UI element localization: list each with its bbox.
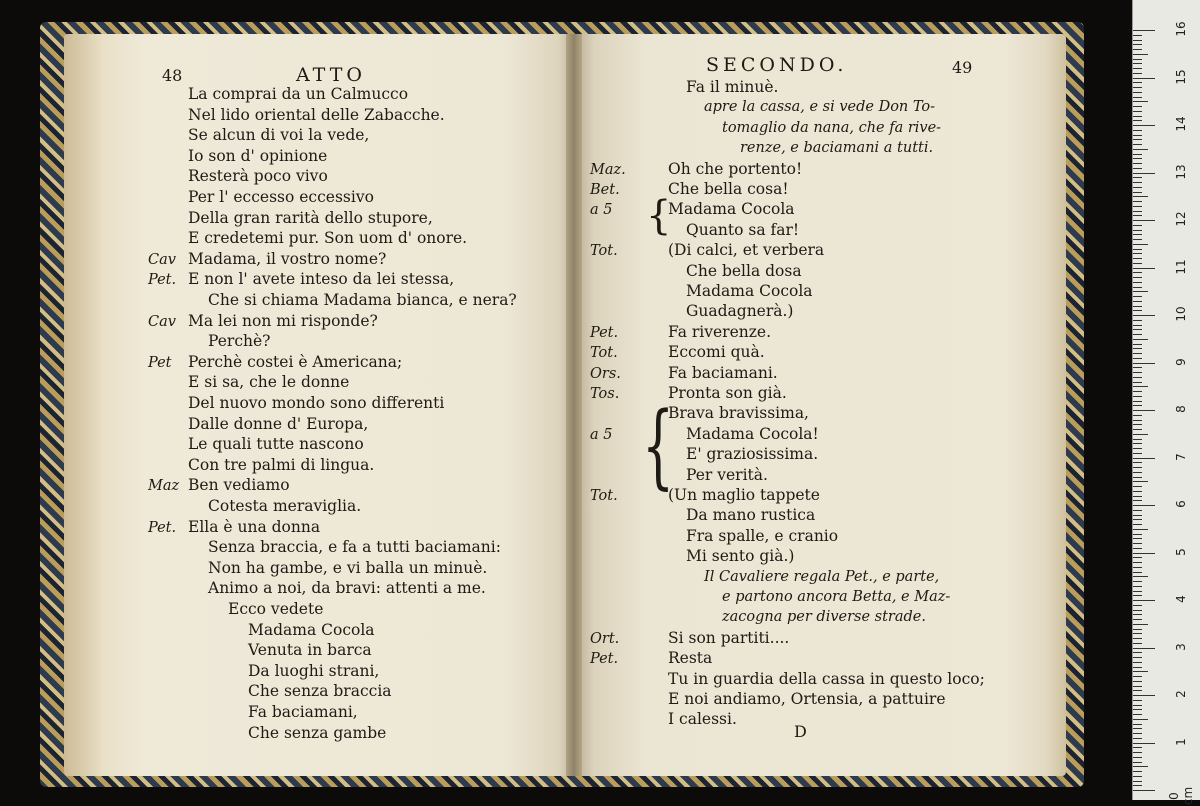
ruler-tick (1133, 344, 1142, 345)
ruler-tick (1133, 40, 1142, 41)
ruler-tick (1133, 686, 1142, 687)
speaker-label: Pet (148, 354, 172, 371)
verse-line: (Un maglio tappete (668, 486, 820, 504)
ruler-tick (1133, 643, 1142, 644)
ruler-tick (1133, 439, 1142, 440)
verse-line: Fra spalle, e cranio (686, 526, 839, 545)
verse-line: Se alcun di voi la vede, (188, 126, 370, 145)
ruler-tick (1133, 776, 1142, 777)
ruler-label: 16 (1174, 21, 1188, 37)
verse-line: E' graziosissima. (686, 445, 819, 464)
verse-line: Che bella cosa! (668, 180, 789, 198)
ruler-tick (1133, 605, 1142, 606)
verse-line: Della gran rarità dello stupore, (188, 208, 433, 227)
verse-line: E si sa, che le donne (188, 373, 350, 392)
verse-line: Fa baciamani, (248, 703, 358, 721)
ruler-tick (1133, 785, 1142, 786)
verse-line: Io son d' opinione (188, 146, 328, 165)
ruler-label: 4 (1174, 595, 1188, 603)
ruler-tick (1133, 405, 1142, 406)
verse-line: Ben vediamo (188, 476, 290, 495)
ruler-tick (1133, 144, 1142, 145)
ruler-tick (1133, 263, 1142, 264)
ruler-tick (1133, 477, 1142, 478)
ruler-tick (1133, 766, 1148, 767)
ruler-tick (1133, 690, 1142, 691)
ruler-tick (1133, 467, 1142, 468)
ruler-tick (1133, 101, 1148, 102)
speaker-label: Pet. (148, 519, 177, 536)
ruler-tick (1133, 524, 1142, 525)
ruler-tick (1133, 35, 1142, 36)
speaker-label: Bet. (590, 182, 620, 198)
ruler-tick (1133, 168, 1142, 169)
ruler-label: 13 (1174, 163, 1188, 180)
ruler-tick (1133, 572, 1142, 573)
verse-line: Per verità. (686, 465, 768, 484)
ruler-label: 6 (1174, 500, 1188, 508)
ruler-tick (1133, 624, 1148, 625)
verse-line: I calessi. (668, 710, 737, 729)
verse-line: (Di calci, et verbera (668, 241, 825, 260)
brace-mark: { (642, 392, 675, 499)
ruler-tick (1133, 30, 1155, 31)
verse-line: Perchè? (208, 332, 271, 351)
verse-line: Madama Cocola (668, 200, 795, 219)
ruler-tick (1133, 54, 1148, 55)
verse-line: Nel lido oriental delle Zabacche. (188, 105, 445, 124)
ruler-tick (1133, 187, 1142, 188)
ruler-tick (1133, 733, 1142, 734)
ruler-tick (1133, 182, 1142, 183)
ruler-tick (1133, 771, 1142, 772)
verse-line: E credetemi pur. Son uom d' onore. (188, 229, 468, 248)
ruler-tick (1133, 320, 1142, 321)
ruler-tick (1133, 534, 1142, 535)
ruler-tick (1133, 781, 1142, 782)
ruler-label: 5 (1174, 547, 1188, 556)
ruler-tick (1133, 253, 1142, 254)
verse-line: Senza braccia, e fa a tutti baciamani: (208, 538, 501, 557)
ruler-tick (1133, 234, 1142, 235)
ruler-tick (1133, 667, 1142, 668)
verse-line: Si son partiti.... (668, 628, 790, 647)
ruler-tick (1133, 268, 1155, 269)
ruler-tick (1133, 68, 1142, 69)
ruler-tick (1133, 548, 1142, 549)
speaker-label: Tot. (590, 243, 618, 260)
ruler-tick (1133, 762, 1142, 763)
ruler-tick (1133, 377, 1142, 378)
ruler-label: 3 (1174, 642, 1188, 651)
speaker-label: Tot. (590, 488, 618, 504)
ruler-tick (1133, 173, 1155, 174)
ruler-tick (1133, 724, 1142, 725)
ruler-tick (1133, 543, 1142, 544)
ruler-tick (1133, 78, 1155, 79)
verse-line: Con tre palmi di lingua. (188, 455, 375, 474)
ruler-tick (1133, 106, 1142, 107)
speaker-label: Tot. (590, 345, 618, 362)
ruler-tick (1133, 695, 1155, 696)
speaker-label: a 5 (590, 426, 613, 443)
ruler-tick (1133, 391, 1142, 392)
brace-mark: { (646, 193, 672, 239)
ruler-tick (1133, 120, 1142, 121)
ruler-tick (1133, 676, 1142, 677)
ruler-tick (1133, 747, 1142, 748)
verse-line: Le quali tutte nascono (188, 435, 364, 454)
ruler-label: 9 (1174, 357, 1188, 366)
ruler-tick (1133, 154, 1142, 155)
stage-direction: tomaglio da nana, che fa rive- (722, 119, 942, 136)
ruler-tick (1133, 652, 1142, 653)
ruler-tick (1133, 429, 1142, 430)
ruler-tick (1133, 363, 1155, 364)
ruler-tick (1133, 581, 1142, 582)
ruler-tick (1133, 638, 1142, 639)
ruler-tick (1133, 353, 1142, 354)
ruler-tick (1133, 258, 1142, 259)
ruler-tick (1133, 367, 1142, 368)
ruler-tick (1133, 671, 1148, 672)
ruler-tick (1133, 211, 1142, 212)
right-page-heading: SECONDO. (706, 54, 848, 76)
ruler-tick (1133, 420, 1142, 421)
speaker-label: Pet. (590, 324, 619, 341)
ruler-tick (1133, 282, 1142, 283)
verse-line: Che senza gambe (248, 723, 387, 742)
verse-line: Mi sento già.) (686, 547, 795, 566)
ruler-tick (1133, 633, 1142, 634)
verse-line: Madama, il vostro nome? (188, 249, 387, 268)
ruler-tick (1133, 790, 1155, 791)
verse-line: Oh che portento! (668, 159, 803, 178)
verse-line: E noi andiamo, Ortensia, a pattuire (668, 690, 946, 708)
speaker-label: Cav (148, 313, 176, 330)
ruler-tick (1133, 681, 1142, 682)
verse-line: Dalle donne d' Europa, (188, 414, 369, 433)
stage-direction: e partono ancora Betta, e Maz- (722, 589, 951, 605)
verse-line: Non ha gambe, e vi balla un minuè. (208, 558, 488, 577)
speaker-label: Ors. (590, 365, 621, 382)
ruler-tick (1133, 538, 1142, 539)
ruler-tick (1133, 244, 1148, 245)
verse-line: Da luoghi strani, (248, 661, 380, 680)
ruler-tick (1133, 662, 1142, 663)
ruler-tick (1133, 510, 1142, 511)
ruler-tick (1133, 519, 1142, 520)
verse-line: Resta (668, 649, 713, 668)
ruler-tick (1133, 505, 1155, 506)
verse-line: Guadagnerà.) (686, 302, 794, 321)
ruler-tick (1133, 586, 1142, 587)
ruler-tick (1133, 719, 1148, 720)
ruler-label: 14 (1174, 116, 1188, 132)
ruler-tick (1133, 310, 1142, 311)
ruler-tick (1133, 196, 1148, 197)
ruler-tick (1133, 111, 1142, 112)
ruler-tick (1133, 177, 1142, 178)
ruler-label: 0 cm (1167, 786, 1195, 806)
ruler-tick (1133, 486, 1142, 487)
ruler-tick (1133, 614, 1142, 615)
verse-line: E non l' avete inteso da lei stessa, (188, 270, 455, 289)
ruler-tick (1133, 657, 1142, 658)
verse-line: Che si chiama Madama bianca, e nera? (208, 291, 517, 309)
ruler-tick (1133, 462, 1142, 463)
ruler-label: 11 (1174, 258, 1188, 275)
ruler-tick (1133, 434, 1148, 435)
ruler-tick (1133, 752, 1142, 753)
ruler-tick (1133, 306, 1142, 307)
ruler-tick (1133, 63, 1142, 64)
ruler-tick (1133, 329, 1142, 330)
ruler-tick (1133, 700, 1142, 701)
ruler-label: 8 (1174, 405, 1188, 413)
verse-line: Animo a noi, da bravi: attenti a me. (208, 579, 486, 598)
stage-direction: Il Cavaliere regala Pet., e parte, (704, 568, 940, 585)
verse-line: Eccomi quà. (668, 343, 765, 362)
speaker-label: Maz (148, 478, 180, 495)
verse-line: Fa baciamani. (668, 363, 778, 382)
ruler-tick (1133, 629, 1142, 630)
ruler-tick (1133, 277, 1142, 278)
verse-line: Da mano rustica (686, 506, 816, 525)
ruler-tick (1133, 139, 1142, 140)
verse-line: Fa il minuè. (686, 78, 779, 96)
verse-line: Che bella dosa (686, 261, 802, 280)
ruler-tick (1133, 619, 1142, 620)
verse-line: Ecco vedete (228, 600, 324, 618)
ruler-tick (1133, 453, 1142, 454)
ruler-tick (1133, 230, 1142, 231)
ruler-tick (1133, 339, 1148, 340)
ruler-tick (1133, 709, 1142, 710)
ruler-tick (1133, 149, 1148, 150)
ruler-tick (1133, 239, 1142, 240)
ruler-tick (1133, 82, 1142, 83)
left-page-number: 48 (162, 66, 183, 85)
ruler-tick (1133, 325, 1142, 326)
ruler-tick (1133, 158, 1142, 159)
ruler-label: 2 (1174, 690, 1188, 698)
ruler-tick (1133, 73, 1142, 74)
ruler-tick (1133, 472, 1142, 473)
ruler-tick (1133, 358, 1142, 359)
ruler-tick (1133, 738, 1142, 739)
verse-line: Che senza braccia (248, 682, 392, 701)
ruler-tick (1133, 315, 1155, 316)
ruler-tick (1133, 272, 1142, 273)
verse-line: Perchè costei è Americana; (188, 352, 403, 371)
verse-line: Pronta son già. (668, 384, 787, 402)
verse-line: Resterà poco vivo (188, 167, 328, 186)
ruler-tick (1133, 496, 1142, 497)
ruler-tick (1133, 515, 1142, 516)
measuring-ruler (1132, 0, 1200, 806)
ruler-tick (1133, 348, 1142, 349)
stage-direction: zacogna per diverse strade. (722, 609, 926, 626)
stage-direction: renze, e baciamani a tutti. (740, 140, 934, 157)
verse-line: Del nuovo mondo sono differenti (188, 394, 445, 412)
ruler-tick (1133, 705, 1142, 706)
verse-line: Per l' eccesso eccessivo (188, 188, 374, 206)
ruler-tick (1133, 595, 1142, 596)
ruler-tick (1133, 648, 1155, 649)
ruler-label: 7 (1174, 452, 1188, 461)
ruler-tick (1133, 481, 1148, 482)
ruler-tick (1133, 728, 1142, 729)
ruler-tick (1133, 225, 1142, 226)
catchword: D (794, 722, 807, 741)
ruler-tick (1133, 743, 1155, 744)
ruler-tick (1133, 600, 1155, 601)
verse-line: Fa riverenze. (668, 322, 771, 341)
ruler-tick (1133, 125, 1155, 126)
ruler-tick (1133, 59, 1142, 60)
verse-line: Ma lei non mi risponde? (188, 311, 378, 330)
ruler-label: 15 (1174, 68, 1188, 85)
ruler-tick (1133, 49, 1142, 50)
ruler-tick (1133, 97, 1142, 98)
ruler-tick (1133, 500, 1142, 501)
ruler-tick (1133, 591, 1142, 592)
ruler-tick (1133, 557, 1142, 558)
verse-line: Madama Cocola! (686, 424, 819, 443)
ruler-tick (1133, 92, 1142, 93)
left-page-heading: ATTO (296, 64, 366, 86)
left-page (64, 34, 574, 776)
ruler-tick (1133, 424, 1142, 425)
verse-line: Quanto sa far! (686, 220, 800, 239)
verse-line: Madama Cocola (248, 620, 375, 639)
verse-line: La comprai da un Calmucco (188, 85, 409, 103)
ruler-tick (1133, 567, 1142, 568)
ruler-tick (1133, 220, 1155, 221)
speaker-label: Pet. (148, 272, 177, 289)
ruler-tick (1133, 249, 1142, 250)
speaker-label: Cav (148, 251, 176, 268)
ruler-tick (1133, 334, 1142, 335)
right-page-number: 49 (952, 58, 973, 77)
ruler-tick (1133, 553, 1155, 554)
speaker-label: a 5 (590, 202, 613, 219)
speaker-label: Maz. (590, 161, 626, 178)
stage-direction: apre la cassa, e si vede Don To- (704, 99, 936, 116)
ruler-tick (1133, 206, 1142, 207)
ruler-label: 1 (1174, 737, 1188, 746)
ruler-tick (1133, 396, 1142, 397)
speaker-label: Ort. (590, 630, 620, 647)
ruler-tick (1133, 87, 1142, 88)
speaker-label: Pet. (590, 651, 619, 668)
ruler-tick (1133, 415, 1142, 416)
right-page (576, 34, 1066, 776)
ruler-tick (1133, 458, 1155, 459)
verse-line: Brava bravissima, (668, 404, 809, 423)
ruler-tick (1133, 192, 1142, 193)
ruler-tick (1133, 287, 1142, 288)
ruler-tick (1133, 135, 1142, 136)
verse-line: Madama Cocola (686, 282, 813, 300)
verse-line: Ella è una donna (188, 517, 321, 536)
ruler-tick (1133, 757, 1142, 758)
ruler-tick (1133, 116, 1142, 117)
ruler-label: 10 (1174, 306, 1188, 322)
speaker-label: Tos. (590, 386, 620, 402)
ruler-tick (1133, 491, 1142, 492)
book-gutter (566, 34, 582, 776)
ruler-tick (1133, 201, 1142, 202)
ruler-tick (1133, 448, 1142, 449)
verse-line: Venuta in barca (248, 641, 372, 660)
ruler-tick (1133, 291, 1148, 292)
ruler-tick (1133, 163, 1142, 164)
ruler-label: 12 (1174, 211, 1188, 227)
ruler-tick (1133, 215, 1142, 216)
ruler-tick (1133, 529, 1148, 530)
ruler-tick (1133, 44, 1142, 45)
ruler-tick (1133, 301, 1142, 302)
ruler-tick (1133, 401, 1142, 402)
ruler-tick (1133, 296, 1142, 297)
ruler-tick (1133, 382, 1142, 383)
ruler-tick (1133, 443, 1142, 444)
ruler-tick (1133, 576, 1148, 577)
verse-line: Cotesta meraviglia. (208, 497, 362, 515)
verse-line: Tu in guardia della cassa in questo loco; (668, 669, 985, 688)
ruler-tick (1133, 610, 1142, 611)
ruler-tick (1133, 386, 1148, 387)
ruler-tick (1133, 410, 1155, 411)
ruler-tick (1133, 562, 1142, 563)
ruler-tick (1133, 714, 1142, 715)
ruler-tick (1133, 372, 1142, 373)
ruler-tick (1133, 130, 1142, 131)
